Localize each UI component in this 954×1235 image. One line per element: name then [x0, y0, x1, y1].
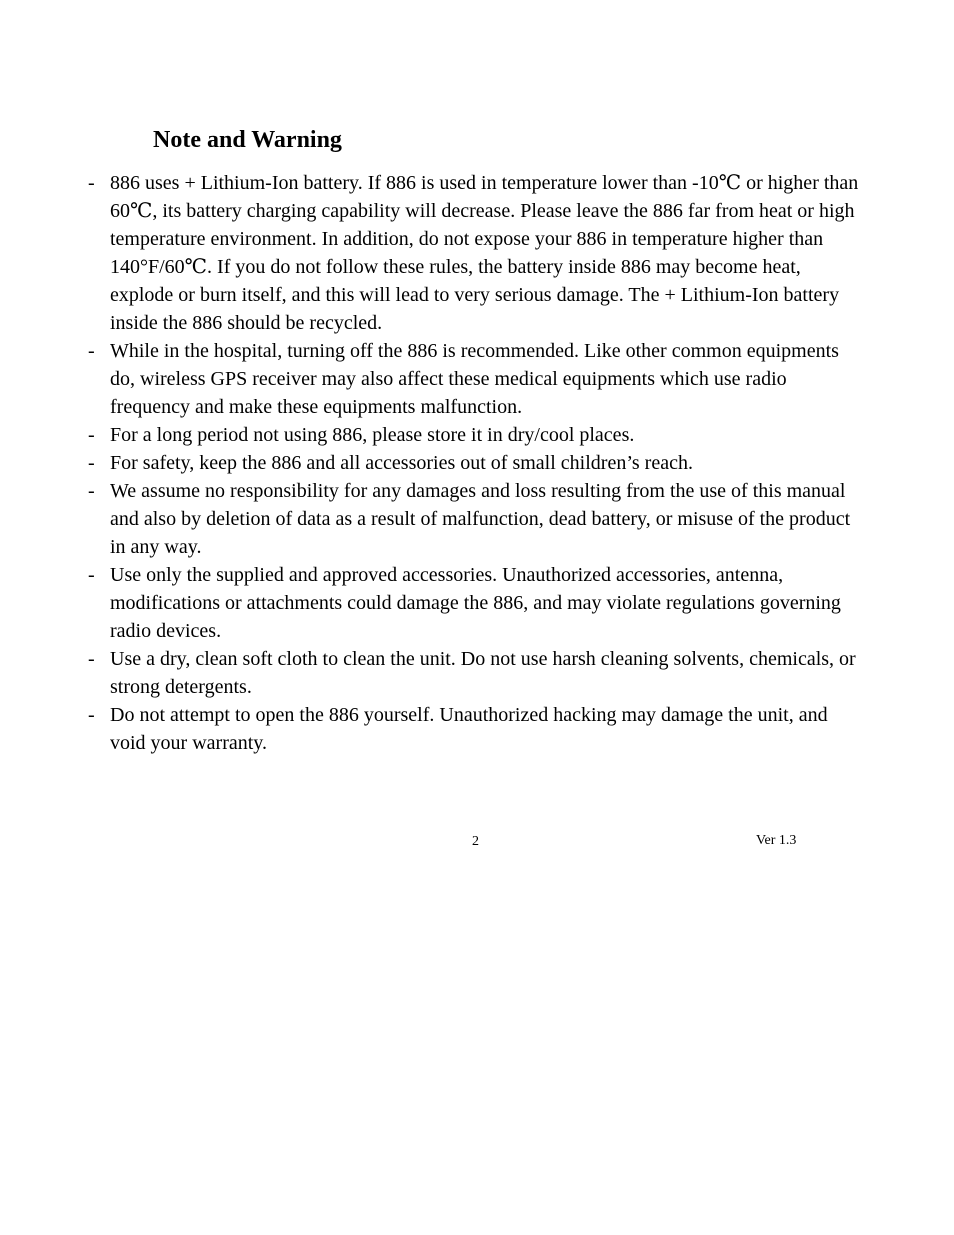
page-number: 2: [472, 834, 479, 849]
warning-list: [88, 169, 864, 757]
page-title: Note and Warning: [153, 127, 342, 153]
warning-text: Do not attempt to open the 886 yourself. Unauthorized hacking may damage the unit, and void your warranty.: [110, 704, 828, 754]
bullet-dash: -: [88, 480, 95, 502]
warning-text: For a long period not using 886, please store it in dry/cool places.: [110, 424, 635, 446]
bullet-dash: -: [88, 704, 95, 726]
warning-text: We assume no responsibility for any damages and loss resulting from the use of this manual and also by deletion of data as a result of malfunction, dead battery, or misuse of the product in any way.: [110, 480, 851, 558]
warning-text: 886 uses + Lithium-Ion battery. If 886 is used in temperature lower than -10℃ or higher than 60℃, its battery charging capability will decrease. Please leave the 886 far from heat or high temperature environment. In addition, do not expose your 886 in temperature higher than 140°F/60℃. If you do not follow these rules, the battery inside 886 may become heat, explode or burn itself, and this will lead to very serious damage. The + Lithium-Ion battery inside the 886 should be recycled.: [110, 172, 859, 334]
warning-item-hospital: [88, 337, 864, 421]
warning-item-storage: [88, 421, 864, 449]
bullet-dash: -: [88, 424, 95, 446]
warning-item-children: [88, 449, 864, 477]
warning-text: While in the hospital, turning off the 886 is recommended. Like other common equipments do, wireless GPS receiver may also affect these medical equipments which use radio frequency and make these equipments malfunction.: [110, 340, 839, 418]
bullet-dash: -: [88, 172, 95, 194]
warning-text: For safety, keep the 886 and all accessories out of small children’s reach.: [110, 452, 693, 474]
warning-item-accessories: [88, 561, 864, 645]
warning-text: Use a dry, clean soft cloth to clean the unit. Do not use harsh cleaning solvents, chemicals, or strong detergents.: [110, 648, 856, 698]
warning-item-opening: [88, 701, 864, 757]
version-label: Ver 1.3: [756, 833, 797, 848]
warning-item-battery: [88, 169, 864, 337]
bullet-dash: -: [88, 340, 95, 362]
warning-item-cleaning: [88, 645, 864, 701]
warning-text: Use only the supplied and approved accessories. Unauthorized accessories, antenna, modifications or attachments could damage the 886, and may violate regulations governing radio devices.: [110, 564, 841, 642]
warning-item-liability: [88, 477, 864, 561]
bullet-dash: -: [88, 452, 95, 474]
bullet-dash: -: [88, 648, 95, 670]
bullet-dash: -: [88, 564, 95, 586]
